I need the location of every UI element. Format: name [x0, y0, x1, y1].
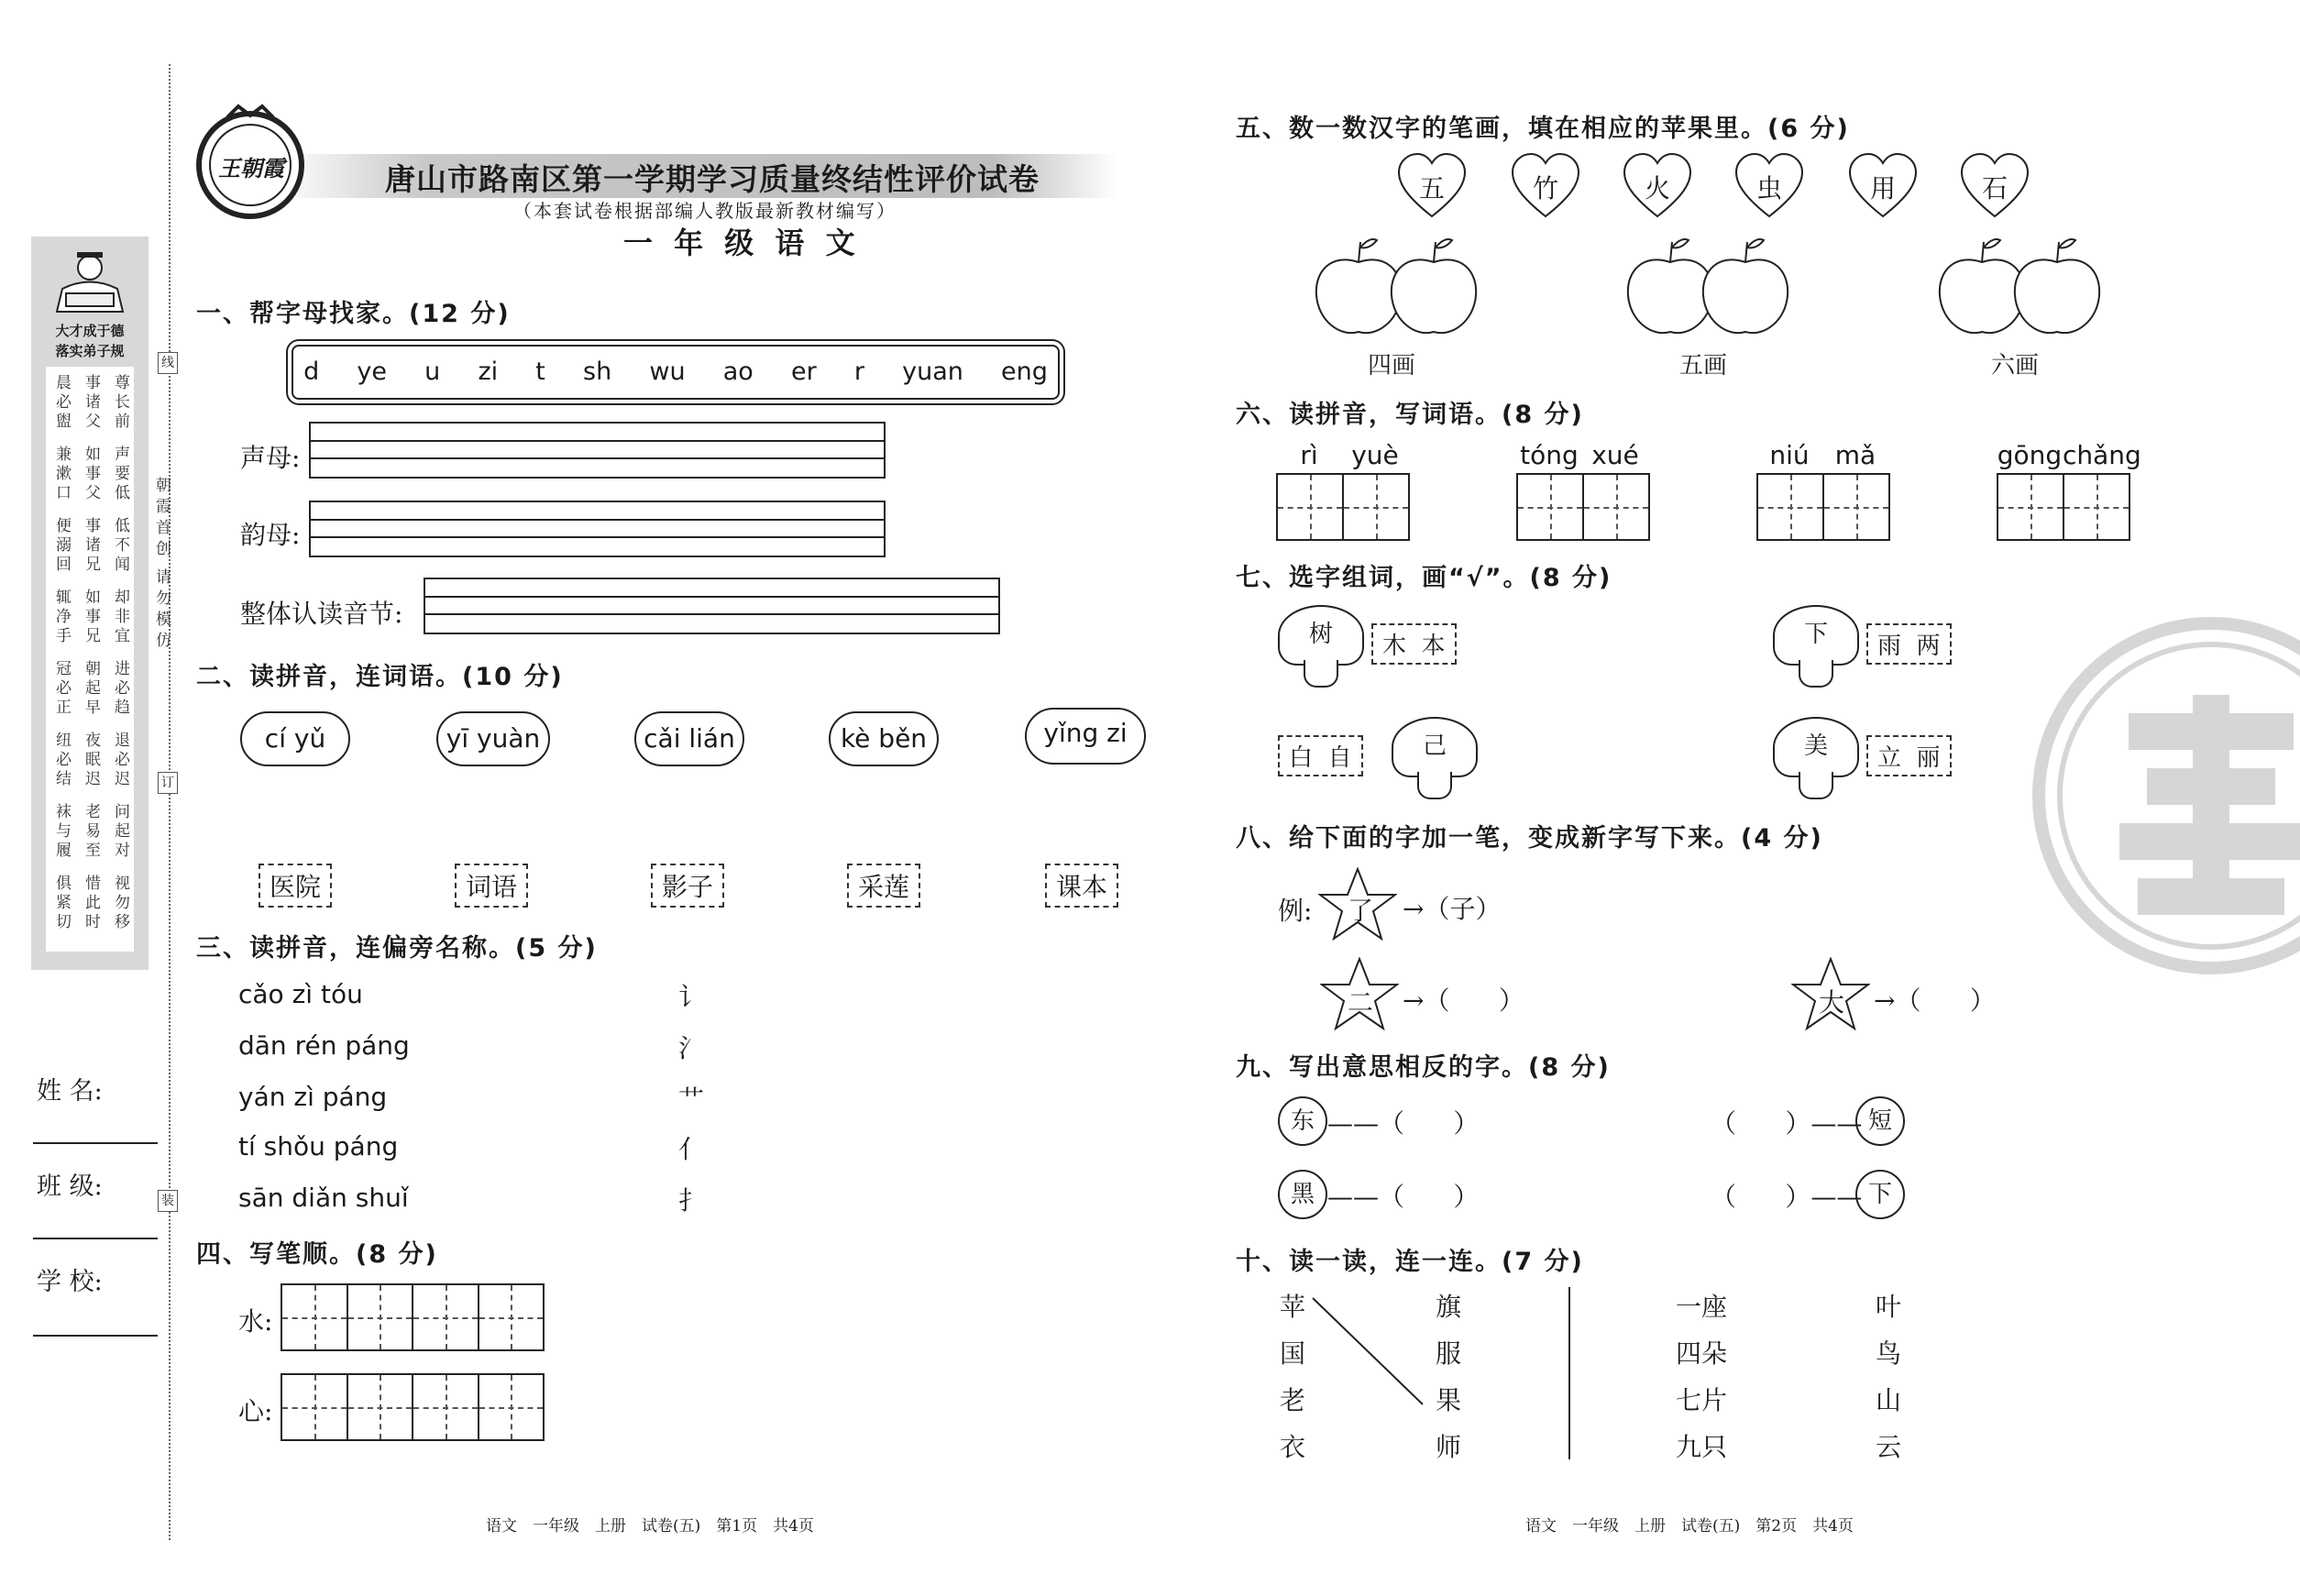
- q7-options[interactable]: 雨 两: [1866, 623, 1952, 665]
- mushroom-cap: 下: [1773, 605, 1859, 666]
- rules-block: [51, 517, 130, 587]
- q9-title: 九、写出意思相反的字。(8 分): [1236, 1053, 1611, 1082]
- rules-column: 惜此时: [82, 875, 100, 932]
- q6-pinyin: rì: [1300, 440, 1318, 470]
- q4-title: 四、写笔顺。(8 分): [196, 1240, 438, 1269]
- apple-pair[interactable]: [1936, 235, 2110, 341]
- rules-column: 纽必结: [52, 732, 71, 789]
- q4-char-xin: 心:: [238, 1396, 273, 1426]
- rules-column: 老易至: [82, 803, 100, 861]
- rules-column: 如事兄: [82, 589, 100, 646]
- q1-title: 一、帮字母找家。(12 分): [196, 300, 511, 328]
- apple-pair[interactable]: [1313, 235, 1487, 341]
- rules-column: 辄净手: [52, 589, 71, 646]
- q7-title: 七、选字组词，画“√”。(8 分): [1236, 564, 1612, 592]
- q10-item[interactable]: 七片: [1676, 1385, 1728, 1415]
- footer-right: 语文 一年级 上册 试卷(五) 第2页 共4页: [1525, 1517, 1854, 1535]
- q2-word-2[interactable]: 词语: [455, 864, 528, 908]
- q1-row-yunmu-label: 韵母:: [240, 520, 301, 550]
- heart-char: 用: [1870, 173, 1897, 204]
- rules-block: [51, 374, 130, 444]
- mushroom-stem: [1799, 660, 1833, 688]
- heart-char: 虫: [1756, 173, 1783, 204]
- q7-options[interactable]: 木 本: [1371, 623, 1457, 665]
- q2-pinyin-1: cí yǔ: [240, 711, 350, 766]
- q1-row-shengmu-lines[interactable]: [309, 422, 886, 479]
- watermark-seal: [2028, 612, 2300, 979]
- q3-radical-4[interactable]: 亻: [678, 1134, 705, 1164]
- footer-left: 语文 一年级 上册 试卷(五) 第1页 共4页: [486, 1517, 814, 1535]
- apple-label: 四画: [1368, 352, 1416, 380]
- q9-blank-left-1[interactable]: ——（ ）: [1327, 1108, 1480, 1139]
- q10-item[interactable]: 一座: [1676, 1292, 1728, 1322]
- q10-item[interactable]: 叶: [1876, 1292, 1902, 1322]
- heart-char: 五: [1419, 173, 1446, 204]
- logo-text: 王朝霞: [218, 155, 284, 182]
- q6-pinyin: gōng: [1997, 440, 2063, 470]
- scholar-figure: [50, 248, 130, 316]
- q7-options[interactable]: 白 自: [1278, 735, 1363, 776]
- rules-column: 退必迟: [111, 732, 129, 789]
- q10-item[interactable]: 师: [1436, 1432, 1462, 1462]
- q3-pinyin-4: tí shǒu páng: [238, 1131, 399, 1161]
- q6-pinyin: tóng: [1520, 440, 1579, 470]
- q3-pinyin-1: cǎo zì tóu: [238, 979, 363, 1009]
- q8-example-answer: →（子）: [1403, 894, 1502, 924]
- class-label: 班 级:: [37, 1172, 103, 1201]
- heart-char: 竹: [1533, 173, 1559, 204]
- rules-column: 朝起早: [82, 660, 100, 718]
- q1-row-yunmu-lines[interactable]: [309, 501, 886, 557]
- mushroom-stem: [1799, 772, 1833, 799]
- rules-column: 尊长前: [111, 374, 129, 432]
- exam-subtitle: （本套试卷根据部编人教版最新教材编写）: [513, 200, 897, 222]
- rules-column: 俱紧切: [52, 875, 71, 932]
- mushroom-cap: 己: [1392, 717, 1478, 777]
- rules-grid: [51, 374, 130, 946]
- q10-item[interactable]: 鸟: [1876, 1338, 1902, 1369]
- q9-blank-right-2[interactable]: （ ）——: [1711, 1182, 1863, 1212]
- rules-block: [51, 803, 130, 873]
- q10-item[interactable]: 果: [1436, 1385, 1462, 1415]
- q8-example-char: 了: [1348, 896, 1374, 926]
- q4-grid-shui[interactable]: [281, 1283, 545, 1351]
- rules-column: 晨必盥: [52, 374, 71, 432]
- motto-1: 大才成于德: [55, 323, 125, 339]
- q10-sample-line: [1309, 1293, 1428, 1412]
- vertical-note-1: 朝霞首创: [152, 477, 171, 561]
- q8-title: 八、给下面的字加一笔，变成新字写下来。(4 分): [1236, 824, 1823, 853]
- q3-pinyin-2: dān rén páng: [238, 1030, 410, 1061]
- q5-title: 五、数一数汉字的笔画，填在相应的苹果里。(6 分): [1236, 115, 1850, 143]
- rules-column: 事诸兄: [82, 517, 100, 575]
- name-label: 姓 名:: [37, 1077, 103, 1106]
- name-field[interactable]: [33, 1142, 158, 1144]
- rules-block: [51, 660, 130, 730]
- letters-text: d ye u zi t sh wu ao er r yuan eng: [303, 358, 1048, 386]
- q6-title: 六、读拼音，写词语。(8 分): [1236, 401, 1584, 429]
- q6-grid[interactable]: [1276, 473, 1410, 541]
- rules-column: 进必趋: [111, 660, 129, 718]
- rules-column: 如事父: [82, 446, 100, 503]
- rules-column: 事诸父: [82, 374, 100, 432]
- q9-left-2: 黑: [1278, 1170, 1327, 1219]
- q10-item[interactable]: 老: [1280, 1385, 1306, 1415]
- q10-item[interactable]: 衣: [1280, 1432, 1306, 1462]
- exam-title: 唐山市路南区第一学期学习质量终结性评价试卷: [385, 161, 1040, 197]
- q4-char-shui: 水:: [238, 1306, 273, 1337]
- q3-radical-2[interactable]: 氵: [678, 1033, 705, 1063]
- apple-label: 六画: [1991, 352, 2040, 380]
- rules-column: 袜与履: [52, 803, 71, 861]
- q10-item[interactable]: 山: [1876, 1385, 1902, 1415]
- rules-panel: [46, 367, 134, 952]
- q2-word-3[interactable]: 影子: [651, 864, 724, 908]
- seal-mark-3: 装: [158, 1190, 178, 1212]
- q9-blank-left-2[interactable]: ——（ ）: [1327, 1182, 1480, 1212]
- mushroom-cap: 树: [1278, 605, 1364, 666]
- q7-options[interactable]: 立 丽: [1866, 735, 1952, 776]
- q3-pinyin-5: sān diǎn shuǐ: [238, 1183, 409, 1213]
- exam-grade: 一 年 级 语 文: [623, 226, 861, 260]
- apple-pair[interactable]: [1624, 235, 1799, 341]
- q2-word-1[interactable]: 医院: [259, 864, 332, 908]
- rules-column: 兼漱口: [52, 446, 71, 503]
- q10-item[interactable]: 苹: [1280, 1292, 1306, 1322]
- q1-row-zhengti-label: 整体认读音节:: [240, 599, 403, 629]
- q8-blank-1[interactable]: →（ ）: [1403, 985, 1524, 1016]
- q6-pinyin: yuè: [1351, 440, 1399, 470]
- q8-char-2: 大: [1819, 987, 1845, 1018]
- rules-column: 视勿移: [111, 875, 129, 932]
- rules-block: [51, 732, 130, 801]
- heart-char: 石: [1982, 173, 2008, 204]
- q6-pinyin: niú: [1769, 440, 1810, 470]
- q3-radical-1[interactable]: 讠: [678, 982, 705, 1012]
- q2-pinyin-4: kè běn: [829, 711, 939, 766]
- sidebar-panel: [31, 237, 149, 970]
- rules-column: 便溺回: [52, 517, 71, 575]
- letters-box: [292, 345, 1060, 400]
- q10-item[interactable]: 国: [1280, 1338, 1306, 1369]
- rules-column: 声要低: [111, 446, 129, 503]
- q8-char-1: 二: [1348, 987, 1374, 1018]
- rules-column: 夜眠迟: [82, 732, 100, 789]
- q3-pinyin-3: yán zì páng: [238, 1082, 388, 1112]
- q1-row-shengmu-label: 声母:: [240, 443, 301, 473]
- rules-block: [51, 446, 130, 515]
- seal-mark-1: 线: [158, 352, 178, 374]
- motto-2: 落实弟子规: [55, 343, 125, 359]
- q6-pinyin: mǎ: [1834, 440, 1876, 470]
- rules-column: 却非宜: [111, 589, 129, 646]
- q10-item[interactable]: 九只: [1676, 1432, 1728, 1462]
- q8-blank-2[interactable]: →（ ）: [1874, 985, 1996, 1016]
- binding-line: [169, 64, 171, 1540]
- q10-item[interactable]: 旗: [1436, 1292, 1462, 1322]
- q10-divider: [1568, 1287, 1570, 1459]
- heart-char: 火: [1645, 173, 1671, 204]
- q9-right-1: 短: [1855, 1096, 1905, 1146]
- q9-right-2: 下: [1855, 1170, 1905, 1219]
- apple-label: 五画: [1679, 352, 1728, 380]
- q8-example-label: 例:: [1278, 896, 1313, 926]
- q2-pinyin-2: yī yuàn: [436, 711, 550, 766]
- q10-item[interactable]: 四朵: [1676, 1338, 1728, 1369]
- q3-radical-3[interactable]: 艹: [678, 1084, 705, 1115]
- q2-word-4[interactable]: 采莲: [847, 864, 920, 908]
- seal-mark-2: 订: [158, 772, 178, 794]
- mushroom-stem: [1417, 772, 1452, 799]
- q2-pinyin-5: yǐng zi: [1025, 708, 1146, 765]
- rules-column: 问起对: [111, 803, 129, 861]
- q10-title: 十、读一读，连一连。(7 分): [1236, 1248, 1584, 1276]
- q6-grid[interactable]: [1516, 473, 1650, 541]
- rules-block: [51, 589, 130, 658]
- q3-title: 三、读拼音，连偏旁名称。(5 分): [196, 934, 598, 963]
- q2-pinyin-3: cǎi lián: [634, 711, 744, 766]
- q3-radical-5[interactable]: 扌: [678, 1185, 705, 1216]
- q2-title: 二、读拼音，连词语。(10 分): [196, 663, 564, 691]
- q6-grid[interactable]: [1756, 473, 1890, 541]
- rules-column: 低不闻: [111, 517, 129, 575]
- school-label: 学 校:: [37, 1268, 103, 1296]
- school-field[interactable]: [33, 1335, 158, 1337]
- mushroom-stem: [1304, 660, 1338, 688]
- q9-blank-right-1[interactable]: （ ）——: [1711, 1108, 1863, 1139]
- q4-grid-xin[interactable]: [281, 1373, 545, 1441]
- q10-item[interactable]: 服: [1436, 1338, 1462, 1369]
- q9-left-1: 东: [1278, 1096, 1327, 1146]
- rules-column: 冠必正: [52, 660, 71, 718]
- q6-pinyin: xué: [1591, 440, 1639, 470]
- rules-block: [51, 875, 130, 944]
- q10-item[interactable]: 云: [1876, 1432, 1902, 1462]
- q6-pinyin: chǎng: [2063, 440, 2141, 470]
- q2-word-5[interactable]: 课本: [1045, 864, 1118, 908]
- class-field[interactable]: [33, 1238, 158, 1239]
- mushroom-cap: 美: [1773, 717, 1859, 777]
- vertical-note-2: 请勿模仿: [152, 568, 171, 653]
- q1-row-zhengti-lines[interactable]: [424, 578, 1000, 634]
- q6-grid[interactable]: [1997, 473, 2130, 541]
